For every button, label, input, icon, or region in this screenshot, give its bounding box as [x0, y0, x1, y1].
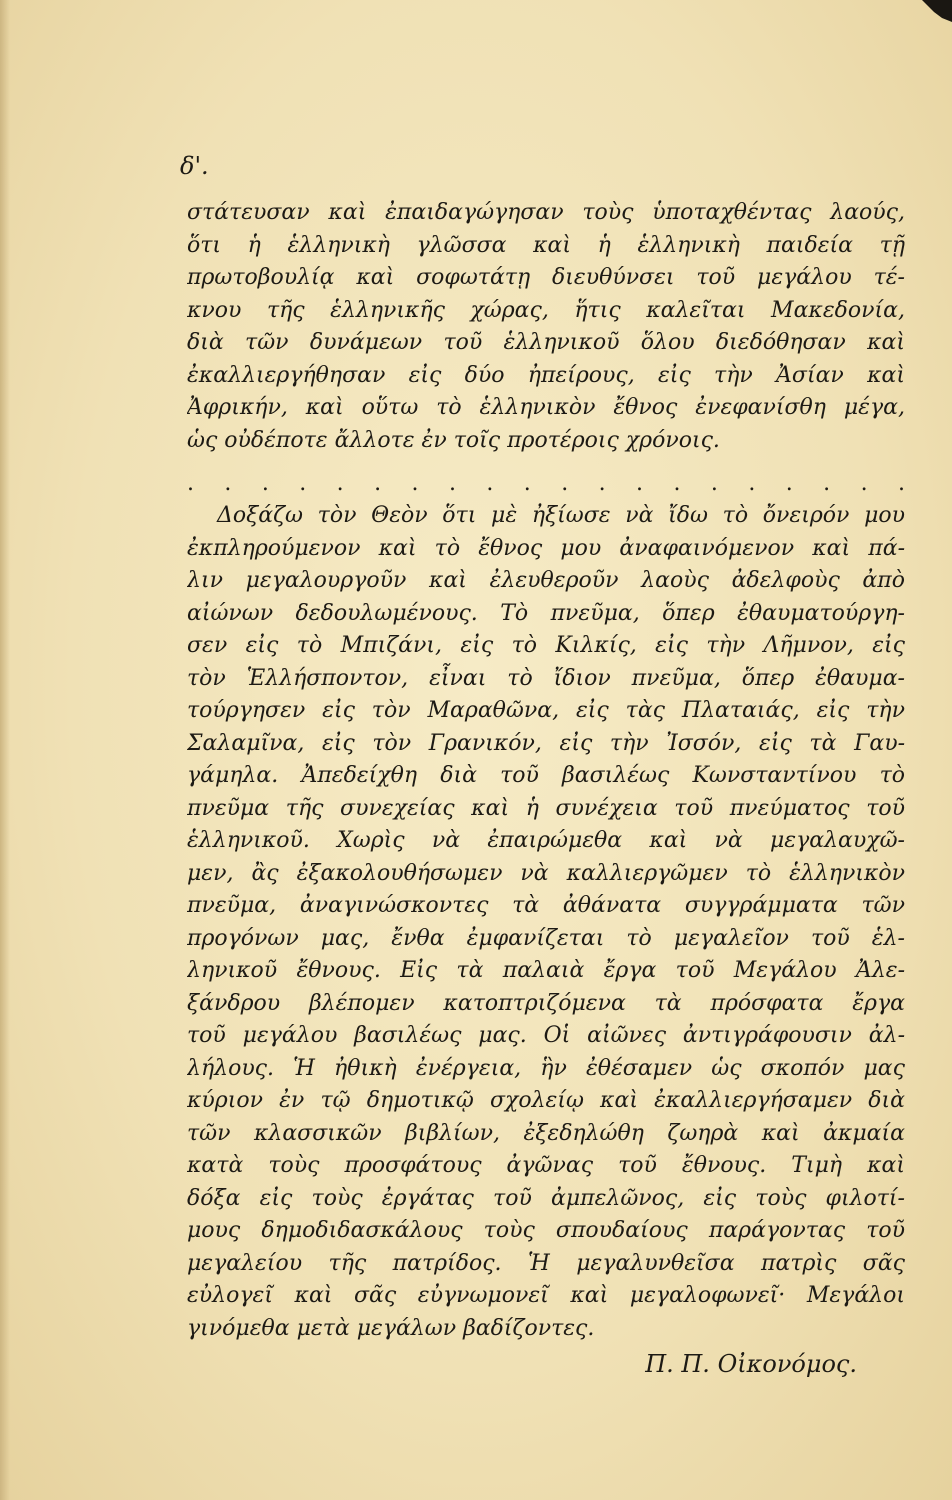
text-line: ἐκπληρούμενον καὶ τὸ ἔθνος μου ἀναφαινόμενον καὶ πά- [187, 535, 905, 561]
text-line: κατὰ τοὺς προσφάτους ἀγῶνας τοῦ ἔθνους. Τιμὴ καὶ [187, 1153, 905, 1178]
text-line: πνεῦμα, ἀναγινώσκοντες τὰ ἀθάνατα συγγράμματα τῶν [187, 893, 905, 918]
text-line: τοῦ μεγάλου βασιλέως μας. Οἱ αἰῶνες ἀντιγράφουσιν ἀλ- [187, 1023, 905, 1048]
text-line: μεν, ἂς ἐξακολουθήσωμεν νὰ καλλιεργῶμεν τὸ ἑλληνικὸν [187, 860, 905, 886]
text-line: γάμηλα. Ἀπεδείχθη διὰ τοῦ βασιλέως Κωνσταντίνου τὸ [187, 763, 905, 788]
text-line: ξάνδρου βλέπομεν κατοπτριζόμενα τὰ πρόσφατα ἔργα [187, 990, 905, 1016]
text-line: ὅτι ἡ ἑλληνικὴ γλῶσσα καὶ ἡ ἑλληνικὴ παιδεία τῇ [187, 232, 905, 258]
text-line: προγόνων μας, ἔνθα ἐμφανίζεται τὸ μεγαλεῖον τοῦ ἑλ- [187, 925, 905, 951]
text-line: πνεῦμα τῆς συνεχείας καὶ ἡ συνέχεια τοῦ πνεύματος τοῦ [187, 795, 905, 821]
text-line: κνου τῆς ἑλληνικῆς χώρας, ἥτις καλεῖται Μακεδονία, [187, 297, 905, 323]
text-line: εὐλογεῖ καὶ σᾶς εὐγνωμονεῖ καὶ μεγαλοφωνεῖ· Μεγάλοι [187, 1283, 905, 1308]
text-line: λιν μεγαλουργοῦν καὶ ἐλευθεροῦν λαοὺς ἀδελφοὺς ἀπὸ [187, 568, 905, 593]
paragraph-1 [187, 197, 905, 457]
signature: Π. Π. Οἰκονόμος. [645, 1350, 857, 1378]
text-line: μους δημοδιδασκάλους τοὺς σπουδαίους παράγοντας τοῦ [187, 1218, 905, 1243]
dotted-separator: . . . . . . . . . . . . . . . . . . . . [187, 471, 905, 496]
text-line: Σαλαμῖνα, εἰς τὸν Γρανικόν, εἰς τὴν Ἰσσόν, εἰς τὰ Γαυ- [187, 730, 905, 756]
text-line: τὸν Ἑλλήσποντον, εἶναι τὸ ἴδιον πνεῦμα, ὅπερ ἐθαυμα- [187, 665, 905, 691]
page-number: δ'. [180, 152, 209, 180]
paragraph-2 [187, 500, 905, 1345]
text-line: ληνικοῦ ἔθνους. Εἰς τὰ παλαιὰ ἔργα τοῦ Μεγάλου Ἀλε- [187, 958, 905, 983]
text-line: ἐκαλλιεργήθησαν εἰς δύο ἠπείρους, εἰς τὴν Ἀσίαν καὶ [187, 362, 905, 388]
text-line: λήλους. Ἡ ἠθικὴ ἐνέργεια, ἣν ἐθέσαμεν ὡς σκοπόν μας [187, 1055, 905, 1081]
text-line: αἰώνων δεδουλωμένους. Τὸ πνεῦμα, ὅπερ ἐθαυματούργη- [187, 600, 905, 626]
text-line: πρωτοβουλίᾳ καὶ σοφωτάτῃ διευθύνσει τοῦ μεγάλου τέ- [187, 265, 905, 290]
text-line: τούργησεν εἰς τὸν Μαραθῶνα, εἰς τὰς Πλαταιάς, εἰς τὴν [187, 698, 905, 723]
text-line: ἑλληνικοῦ. Χωρὶς νὰ ἐπαιρώμεθα καὶ νὰ μεγαλαυχῶ- [187, 828, 905, 853]
text-line: σεν εἰς τὸ Μπιζάνι, εἰς τὸ Κιλκίς, εἰς τὴν Λῆμνον, εἰς [187, 633, 905, 658]
text-line: δόξα εἰς τοὺς ἐργάτας τοῦ ἀμπελῶνος, εἰς τοὺς φιλοτί- [187, 1185, 905, 1211]
corner-ink-mark [882, 0, 952, 30]
text-line: Ἀφρικήν, καὶ οὕτω τὸ ἑλληνικὸν ἔθνος ἐνεφανίσθη μέγα, [187, 395, 905, 420]
page-edge-shadow [0, 0, 10, 1500]
text-line: ὡς οὐδέποτε ἄλλοτε ἐν τοῖς προτέροις χρόνοις. [187, 427, 720, 453]
text-line: Δοξάζω τὸν Θεὸν ὅτι μὲ ἠξίωσε νὰ ἴδω τὸ ὄνειρόν μου [217, 503, 905, 528]
text-line: στάτευσαν καὶ ἐπαιδαγώγησαν τοὺς ὑποταχθέντας λαούς, [187, 200, 905, 225]
text-line: μεγαλείου τῆς πατρίδος. Ἡ μεγαλυνθεῖσα πατρὶς σᾶς [187, 1250, 905, 1276]
text-line: διὰ τῶν δυνάμεων τοῦ ἑλληνικοῦ ὅλου διεδόθησαν καὶ [187, 330, 905, 355]
text-line: τῶν κλασσικῶν βιβλίων, ἐξεδηλώθη ζωηρὰ καὶ ἀκμαία [187, 1120, 905, 1146]
text-line: κύριον ἐν τῷ δημοτικῷ σχολείῳ καὶ ἐκαλλιεργήσαμεν διὰ [187, 1088, 905, 1113]
text-line: γινόμεθα μετὰ μεγάλων βαδίζοντες. [187, 1315, 595, 1341]
